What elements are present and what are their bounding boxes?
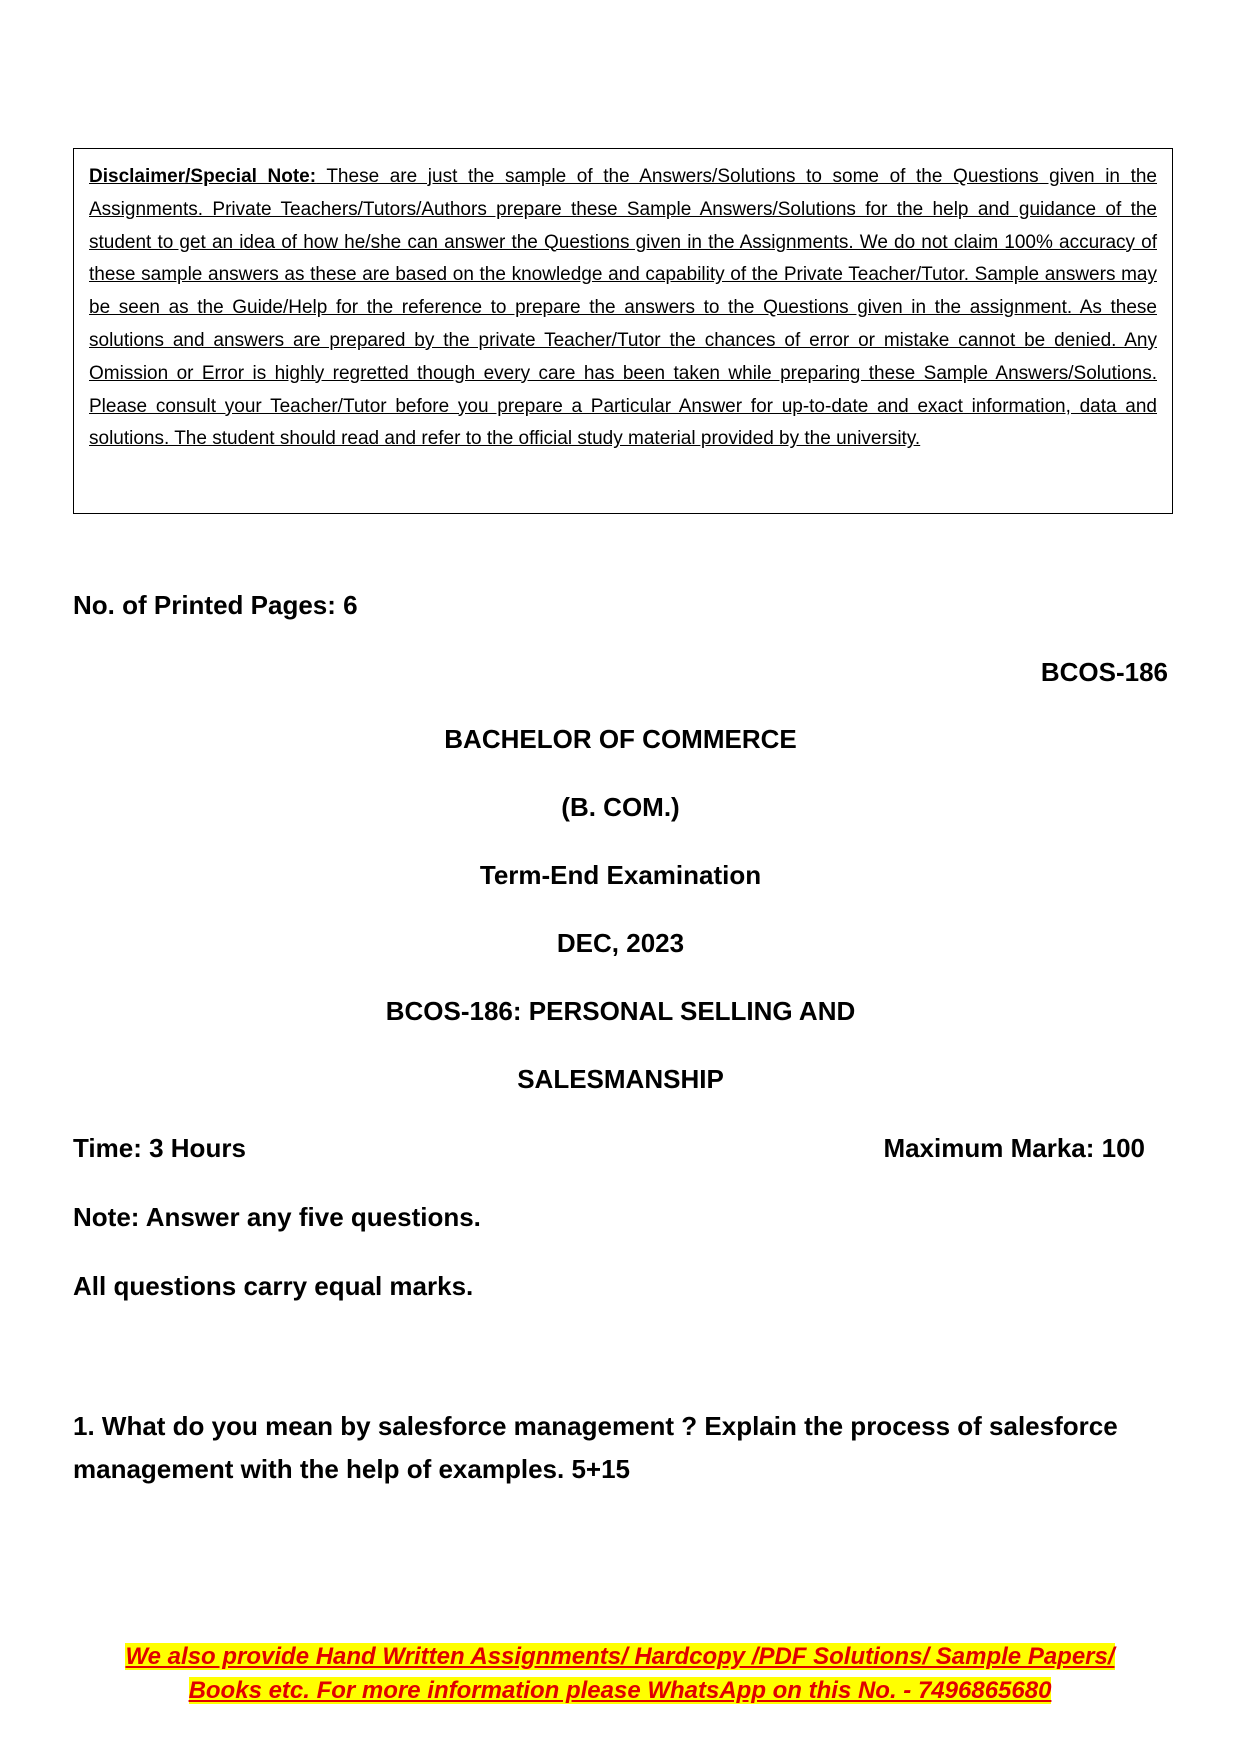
promo-line-2: Books etc. For more information please WhatsApp on this No. - 7496865680 [188,1677,1052,1704]
promo-line-1: We also provide Hand Written Assignments/ Hardcopy /PDF Solutions/ Sample Papers/ [125,1643,1115,1670]
disclaimer-box [73,148,1173,514]
maximum-marks: Maximum Marka: 100 [883,1133,1145,1163]
degree-abbreviation: (B. COM.) [561,792,680,822]
course-title-line2: SALESMANSHIP [517,1064,724,1094]
disclaimer-paragraph [89,161,1157,456]
question-1: 1. What do you mean by salesforce management ? Explain the process of salesforce management with the help of examples. 5+15 [73,1411,1118,1484]
exam-session: DEC, 2023 [556,928,685,958]
exam-time: Time: 3 Hours [73,1133,246,1163]
printed-pages: No. of Printed Pages: 6 [73,590,358,620]
course-title-line1: BCOS-186: PERSONAL SELLING AND [385,996,856,1026]
disclaimer-text: These are just the sample of the Answers/Solutions to some of the Questions given in the Assignments. Private Teachers/Tutors/Authors prepare these Sample Answers/Solutions for the help and guidance of the student to get an idea of how he/she can answer the Questions given in the Assignments. We do not claim 100% accuracy of these sample answers as these are based on the knowledge and capability of the Private Teacher/Tutor. Sample answers may be seen as the Guide/Help for the reference to prepare the answers to the Questions given in the assignment. As these solutions and answers are prepared by the private Teacher/Tutor the chances of error or mistake cannot be denied. Any Omission or Error is highly regretted though every care has been taken while preparing these Sample Answers/Solutions. Please consult your Teacher/Tutor before you prepare a Particular Answer for up-to-date and exact information, data and solutions. The student should read and refer to the official study material provided by the university. [89,166,1157,450]
exam-note: Note: Answer any five questions. [73,1202,481,1232]
disclaimer-label: Disclaimer/Special Note: [89,166,317,187]
exam-type: Term-End Examination [479,860,762,890]
marks-note: All questions carry equal marks. [73,1271,474,1301]
degree-title: BACHELOR OF COMMERCE [444,724,797,754]
course-code: BCOS-186 [1040,657,1168,687]
promo-banner [95,1640,1145,1708]
